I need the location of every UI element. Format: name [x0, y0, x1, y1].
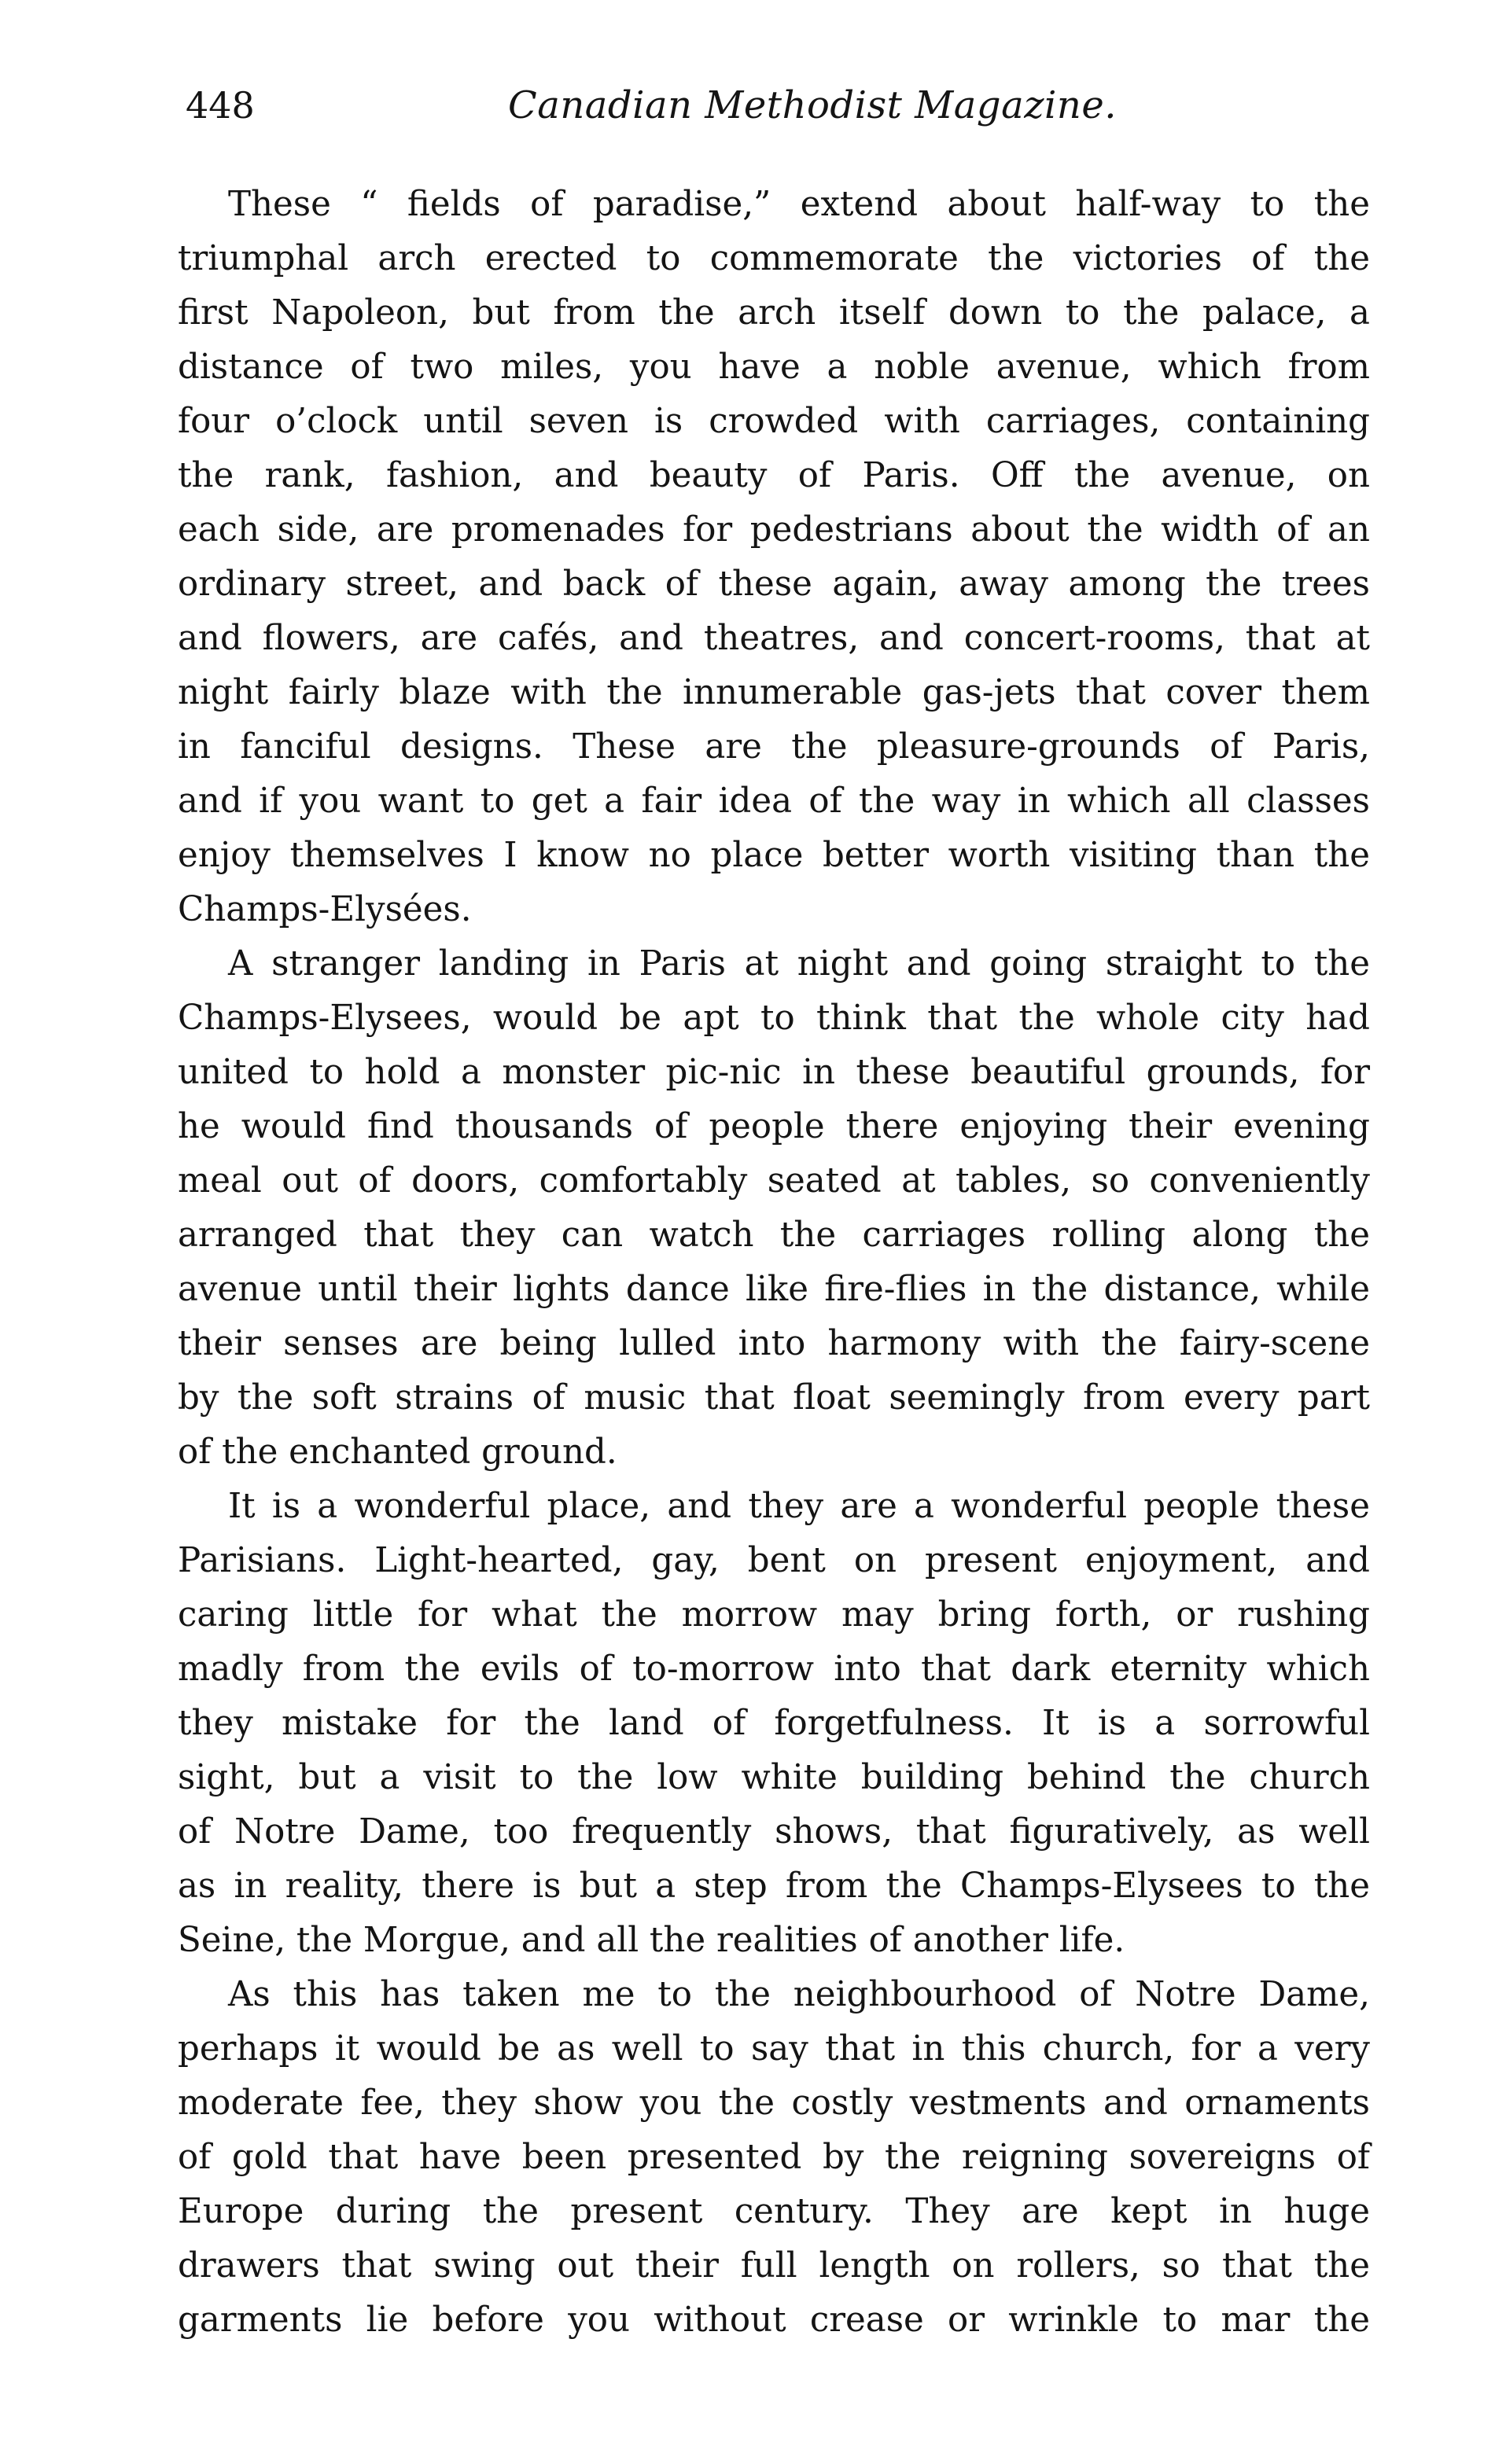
paragraph-fields-of-paradise — [178, 178, 1370, 937]
text-line: garments lie before you without crease or wrinkle to mar the — [178, 2300, 1370, 2340]
text-line: Seine, the Morgue, and all the realities of another life. — [178, 1921, 1125, 1960]
page-header — [186, 82, 1208, 145]
running-title: Canadian Methodist Magazine. — [508, 83, 1117, 127]
text-line: in fanciful designs. These are the pleasure-grounds of Paris, — [178, 727, 1370, 767]
text-line: they mistake for the land of forgetfulness. It is a sorrowful — [178, 1704, 1370, 1743]
text-line: and flowers, are cafés, and theatres, and concert-rooms, that at — [178, 619, 1370, 658]
page-number: 448 — [186, 84, 255, 127]
text-line: As this has taken me to the neighbourhood of Notre Dame, — [228, 1975, 1370, 2014]
text-line: ordinary street, and back of these again, away among the trees — [178, 565, 1370, 604]
text-line: as in reality, there is but a step from the Champs-Elysees to the — [178, 1866, 1370, 1906]
text-line: enjoy themselves I know no place better worth visiting than the — [178, 836, 1370, 875]
text-line: drawers that swing out their full length on rollers, so that the — [178, 2246, 1370, 2286]
text-line: Parisians. Light-hearted, gay, bent on present enjoyment, and — [178, 1541, 1370, 1580]
text-line: A stranger landing in Paris at night and going straight to the — [228, 944, 1370, 984]
text-line: the rank, fashion, and beauty of Paris. Off the avenue, on — [178, 456, 1370, 495]
text-line: Champs-Elysées. — [178, 890, 472, 929]
body-text — [178, 178, 1370, 2348]
text-line: by the soft strains of music that float seemingly from every part — [178, 1378, 1370, 1418]
text-line: arranged that they can watch the carriages rolling along the — [178, 1215, 1370, 1255]
text-line: of the enchanted ground. — [178, 1432, 617, 1472]
text-line: he would find thousands of people there enjoying their evening — [178, 1107, 1370, 1146]
text-line: each side, are promenades for pedestrians about the width of an — [178, 510, 1370, 550]
text-line: triumphal arch erected to commemorate the victories of the — [178, 239, 1370, 278]
paragraph-wonderful-place — [178, 1480, 1370, 1968]
text-line: moderate fee, they show you the costly vestments and ornaments — [178, 2083, 1370, 2123]
text-line: of gold that have been presented by the reigning sovereigns of — [178, 2138, 1370, 2177]
text-line: avenue until their lights dance like fire-flies in the distance, while — [178, 1270, 1370, 1309]
text-line: of Notre Dame, too frequently shows, that figuratively, as well — [178, 1812, 1370, 1852]
text-line: These “ fields of paradise,” extend about half-way to the — [228, 185, 1370, 224]
text-line: and if you want to get a fair idea of the way in which all classes — [178, 781, 1370, 821]
text-line: perhaps it would be as well to say that in this church, for a very — [178, 2029, 1370, 2069]
paragraph-notre-dame — [178, 1968, 1370, 2348]
text-line: united to hold a monster pic-nic in these beautiful grounds, for — [178, 1053, 1370, 1092]
text-line: first Napoleon, but from the arch itself down to the palace, a — [178, 293, 1370, 333]
text-line: night fairly blaze with the innumerable gas-jets that cover them — [178, 673, 1370, 712]
text-line: madly from the evils of to-morrow into that dark eternity which — [178, 1649, 1370, 1689]
text-line: Europe during the present century. They are kept in huge — [178, 2192, 1370, 2231]
paragraph-stranger-landing — [178, 937, 1370, 1480]
text-line: distance of two miles, you have a noble avenue, which from — [178, 348, 1370, 387]
text-line: their senses are being lulled into harmony with the fairy-scene — [178, 1324, 1370, 1363]
text-line: caring little for what the morrow may bring forth, or rushing — [178, 1595, 1370, 1635]
text-line: meal out of doors, comfortably seated at tables, so conveniently — [178, 1161, 1370, 1201]
text-line: Champs-Elysees, would be apt to think that the whole city had — [178, 998, 1370, 1038]
text-line: four o’clock until seven is crowded with carriages, containing — [178, 402, 1370, 441]
text-line: sight, but a visit to the low white building behind the church — [178, 1758, 1370, 1797]
text-line: It is a wonderful place, and they are a wonderful people these — [228, 1487, 1370, 1526]
